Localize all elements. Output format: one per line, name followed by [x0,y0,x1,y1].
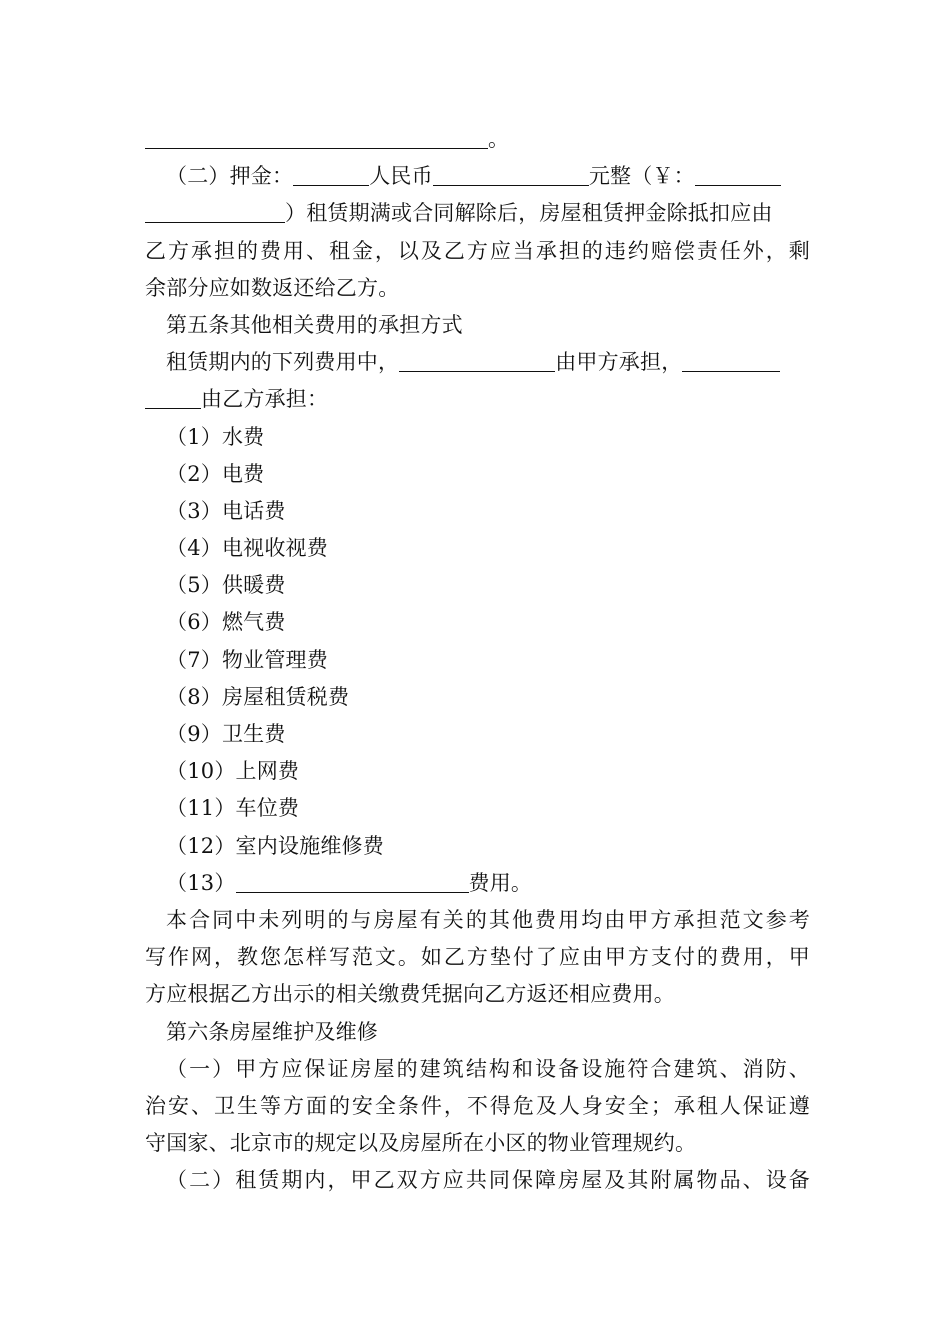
text-segment: （二）押金： [166,164,294,189]
fee-item: （12）室内设施维修费 [166,833,384,858]
text-segment: 由乙方承担： [201,387,329,412]
article-title: 第六条房屋维护及维修 [166,1019,378,1044]
fee-item: （6）燃气费 [166,610,286,635]
text-segment: 费用。 [468,870,533,895]
text-line: 方应根据乙方出示的相关缴费凭据向乙方返还相应费用。 [145,982,675,1007]
blank-field [433,163,589,186]
blank-field [399,349,555,372]
text-line: 写作网，教您怎样写范文。如乙方垫付了应由甲方支付的费用，甲 [145,945,810,970]
fee-item: （11）车位费 [166,796,300,821]
fee-item [145,865,810,902]
text-segment: ）租赁期满或合同解除后，房屋租赁押金除抵扣应由 [285,201,773,226]
text-segment: 由甲方承担， [555,350,683,375]
fee-item: （3）电话费 [166,498,286,523]
blank-field [145,126,488,149]
fee-item: （10）上网费 [166,759,300,784]
document-page [145,121,810,1199]
text-line [145,381,810,418]
text-line: （一）甲方应保证房屋的建筑结构和设备设施符合建筑、消防、 [166,1056,810,1081]
text-line: 治安、卫生等方面的安全条件，不得危及人身安全；承租人保证遵 [145,1093,810,1118]
blank-field [145,200,285,223]
fee-item: （1）水费 [166,424,265,449]
text-line: 余部分应如数返还给乙方。 [145,275,400,300]
deposit-line [145,158,810,195]
blank-field [293,163,369,186]
fee-item: （7）物业管理费 [166,647,328,672]
text-line [145,121,810,158]
text-segment: （13） [166,870,236,895]
fee-item: （8）房屋租赁税费 [166,684,350,709]
text-segment: 人民币 [369,164,433,189]
blank-field [145,386,201,409]
article-title: 第五条其他相关费用的承担方式 [166,312,463,337]
text-segment: 元整（￥： [588,164,695,189]
fee-item: （4）电视收视费 [166,536,328,561]
text-line: 本合同中未列明的与房屋有关的其他费用均由甲方承担范文参考 [166,907,810,932]
text-line: 守国家、北京市的规定以及房屋所在小区的物业管理规约。 [145,1131,697,1156]
fee-item: （5）供暖费 [166,573,286,598]
blank-field [236,870,469,893]
text-line: （二）租赁期内，甲乙双方应共同保障房屋及其附属物品、设备 [166,1168,810,1193]
fee-item: （2）电费 [166,461,265,486]
fee-item: （9）卫生费 [166,722,286,746]
text-line [145,344,810,381]
text-line: 乙方承担的费用、租金，以及乙方应当承担的违约赔偿责任外，剩 [145,238,810,263]
text-segment: 租赁期内的下列费用中， [166,350,400,375]
text-line [145,195,810,232]
blank-field [682,349,780,372]
text-segment: 。 [488,127,510,151]
blank-field [695,163,781,186]
